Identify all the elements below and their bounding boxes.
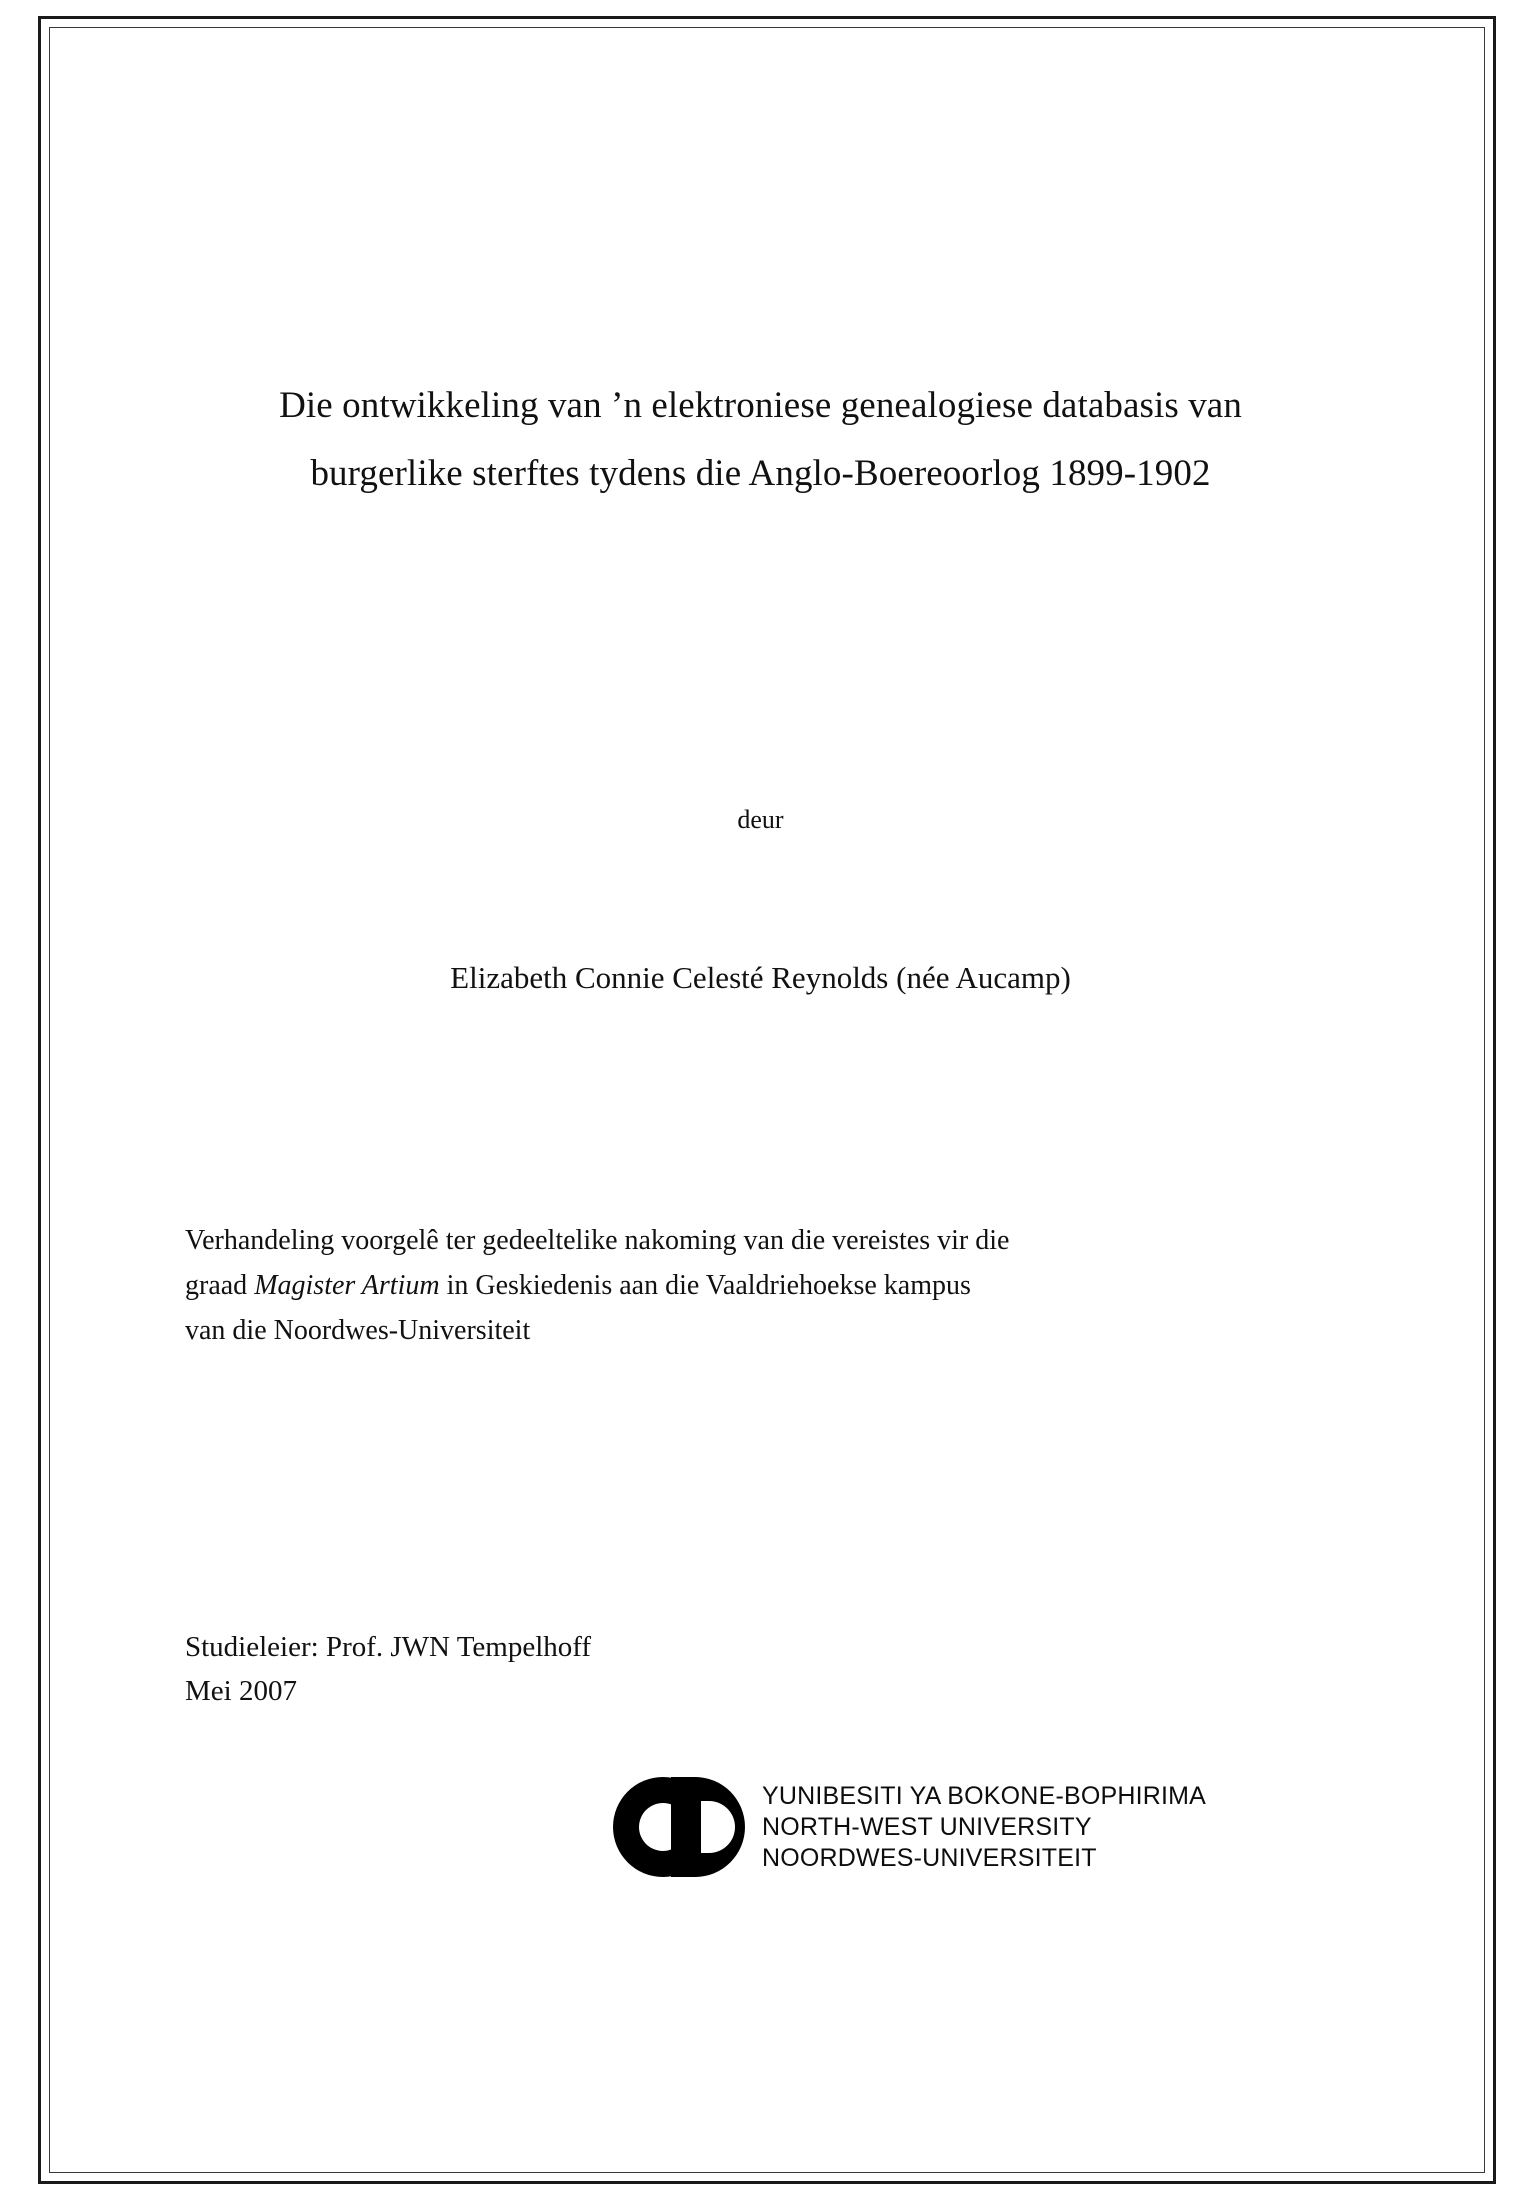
title-line-2: burgerlike sterftes tydens die Anglo-Boereoorlog 1899-1902	[310, 453, 1211, 494]
logo-text-line-1: YUNIBESITI YA BOKONE-BOPHIRIMA	[762, 1782, 1207, 1810]
page-title	[183, 372, 1338, 508]
logo-text-line-3: NOORDWES-UNIVERSITEIT	[762, 1844, 1097, 1872]
supervisor-block	[185, 1625, 591, 1713]
degree-statement-line-1: Verhandeling voorgelê ter gedeeltelike nakoming van die vereistes vir die	[185, 1225, 1010, 1256]
nwu-monogram-icon	[613, 1775, 748, 1880]
degree-statement-line-2	[185, 1263, 1333, 1308]
university-logo	[613, 1775, 1206, 1880]
date-line: Mei 2007	[185, 1675, 297, 1707]
title-line-1: Die ontwikkeling van ’n elektroniese genealogiese databasis van	[279, 385, 1242, 426]
degree-statement-line-2-prefix: graad	[185, 1270, 255, 1301]
author-name: Elizabeth Connie Celesté Reynolds (née Aucamp)	[450, 960, 1071, 995]
by-label: deur	[737, 805, 784, 834]
degree-name: Magister Artium	[254, 1270, 440, 1301]
degree-statement	[185, 1218, 1333, 1353]
supervisor-line: Studieleier: Prof. JWN Tempelhoff	[185, 1631, 592, 1663]
degree-statement-line-2-suffix: in Geskiedenis aan die Vaaldriehoekse kampus	[439, 1270, 971, 1301]
page-content	[183, 0, 1338, 2206]
university-logo-text	[762, 1781, 1206, 1874]
logo-text-line-2: NORTH-WEST UNIVERSITY	[762, 1813, 1092, 1841]
degree-statement-line-3: van die Noordwes-Universiteit	[185, 1315, 531, 1346]
